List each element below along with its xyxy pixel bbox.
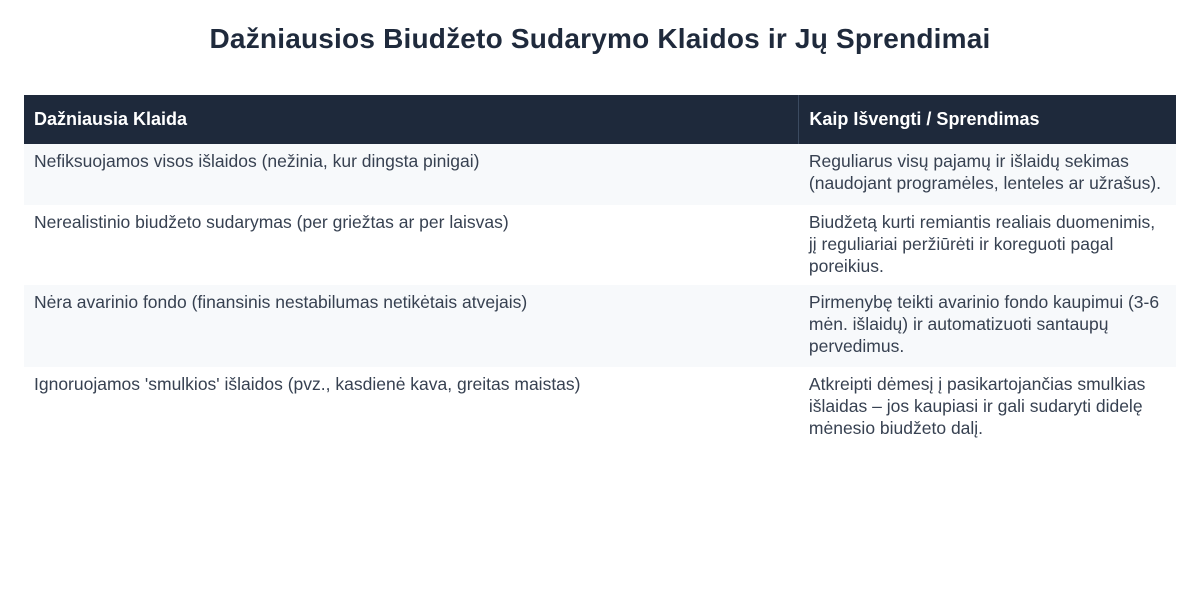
column-header-mistake: Dažniausia Klaida: [24, 95, 799, 144]
column-header-solution: Kaip Išvengti / Sprendimas: [799, 95, 1176, 144]
mistake-cell: Nerealistinio biudžeto sudarymas (per griežtas ar per laisvas): [24, 205, 799, 285]
mistakes-table: [24, 95, 1176, 449]
table-row: [24, 205, 1176, 285]
table-row: [24, 367, 1176, 449]
mistake-cell: Nefiksuojamos visos išlaidos (nežinia, kur dingsta pinigai): [24, 144, 799, 205]
solution-cell: Biudžetą kurti remiantis realiais duomenimis, jį reguliariai peržiūrėti ir koreguoti pagal poreikius.: [799, 205, 1176, 285]
page-title: Dažniausios Biudžeto Sudarymo Klaidos ir Jų Sprendimai: [209, 23, 991, 54]
table-row: [24, 285, 1176, 367]
table-header-row: [24, 95, 1176, 144]
solution-cell: Pirmenybę teikti avarinio fondo kaupimui (3-6 mėn. išlaidų) ir automatizuoti santaupų pervedimus.: [799, 285, 1176, 367]
table-row: [24, 144, 1176, 205]
mistake-cell: Ignoruojamos 'smulkios' išlaidos (pvz., kasdienė kava, greitas maistas): [24, 367, 799, 449]
solution-cell: Atkreipti dėmesį į pasikartojančias smulkias išlaidas – jos kaupiasi ir gali sudaryti didelę mėnesio biudžeto dalį.: [799, 367, 1176, 449]
solution-cell: Reguliarus visų pajamų ir išlaidų sekimas (naudojant programėles, lenteles ar užrašus).: [799, 144, 1176, 205]
mistake-cell: Nėra avarinio fondo (finansinis nestabilumas netikėtais atvejais): [24, 285, 799, 367]
